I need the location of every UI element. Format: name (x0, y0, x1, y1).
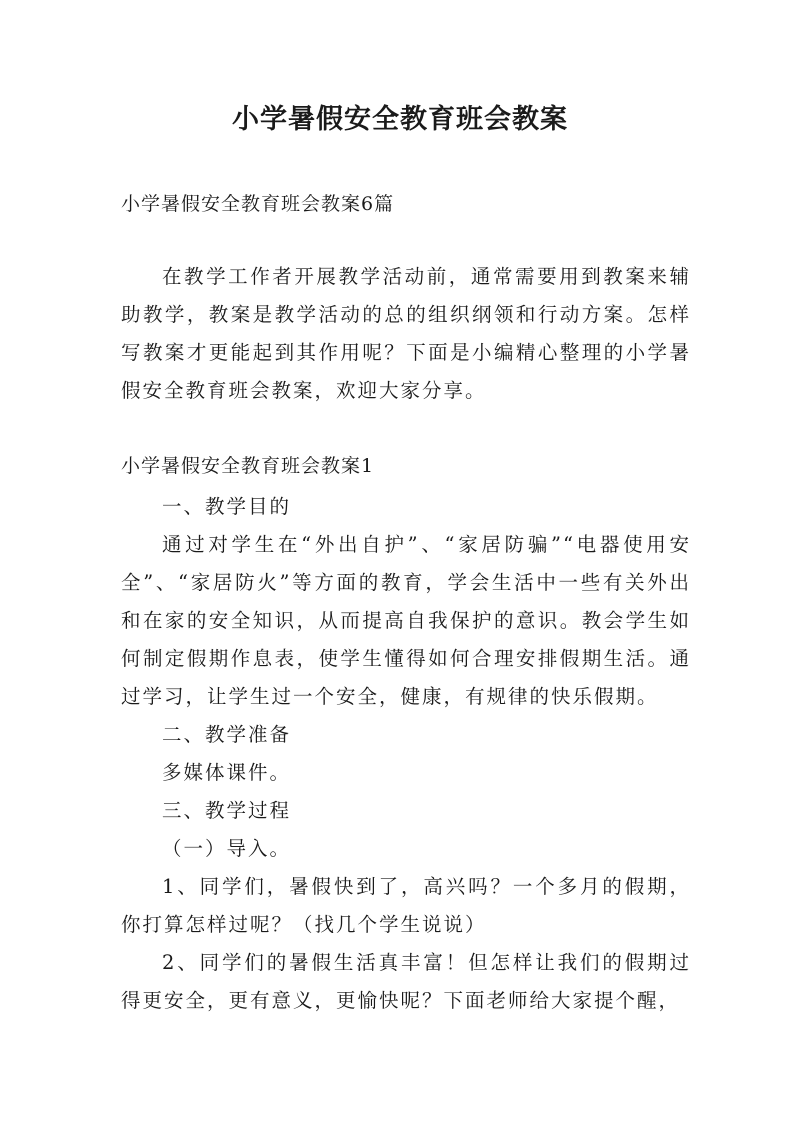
document-title: 小学暑假安全教育班会教案 (232, 104, 568, 135)
paragraph-teaching-goal: 通过对学生在“外出自护”、“家居防骗”“电器使用安全”、“家居防火”等方面的教育，学会生活中一些有关外出和在家的安全知识，从而提高自我保护的意识。教会学生如何制定假期作息表，使学生懂得如何合理安排假期生活。通过学习，让学生过一个安全，健康，有规律的快乐假期。 (121, 533, 691, 708)
paragraph-step-1: 1、同学们，暑假快到了，高兴吗？一个多月的假期，你打算怎样过呢？（找几个学生说说） (121, 875, 691, 936)
subheading-introduction: （一）导入。 (161, 837, 291, 860)
document-subtitle: 小学暑假安全教育班会教案6篇 (121, 193, 395, 215)
section-content (121, 488, 691, 1020)
paragraph-teaching-preparation: 多媒体课件。 (161, 761, 291, 784)
intro-paragraph: 在教学工作者开展教学活动前，通常需要用到教案来辅助教学，教案是教学活动的总的组织纲领和行动方案。怎样写教案才更能起到其作用呢？下面是小编精心整理的小学暑假安全教育班会教案，欢迎大家分享。 (121, 265, 691, 402)
heading-teaching-goal: 一、教学目的 (161, 495, 291, 518)
heading-teaching-preparation: 二、教学准备 (161, 723, 291, 746)
section-heading: 小学暑假安全教育班会教案1 (121, 455, 375, 477)
paragraph-step-2: 2、同学们的暑假生活真丰富！但怎样让我们的假期过得更安全，更有意义，更愉快呢？下面老师给大家提个醒， (121, 951, 691, 1012)
heading-teaching-process: 三、教学过程 (161, 799, 291, 822)
